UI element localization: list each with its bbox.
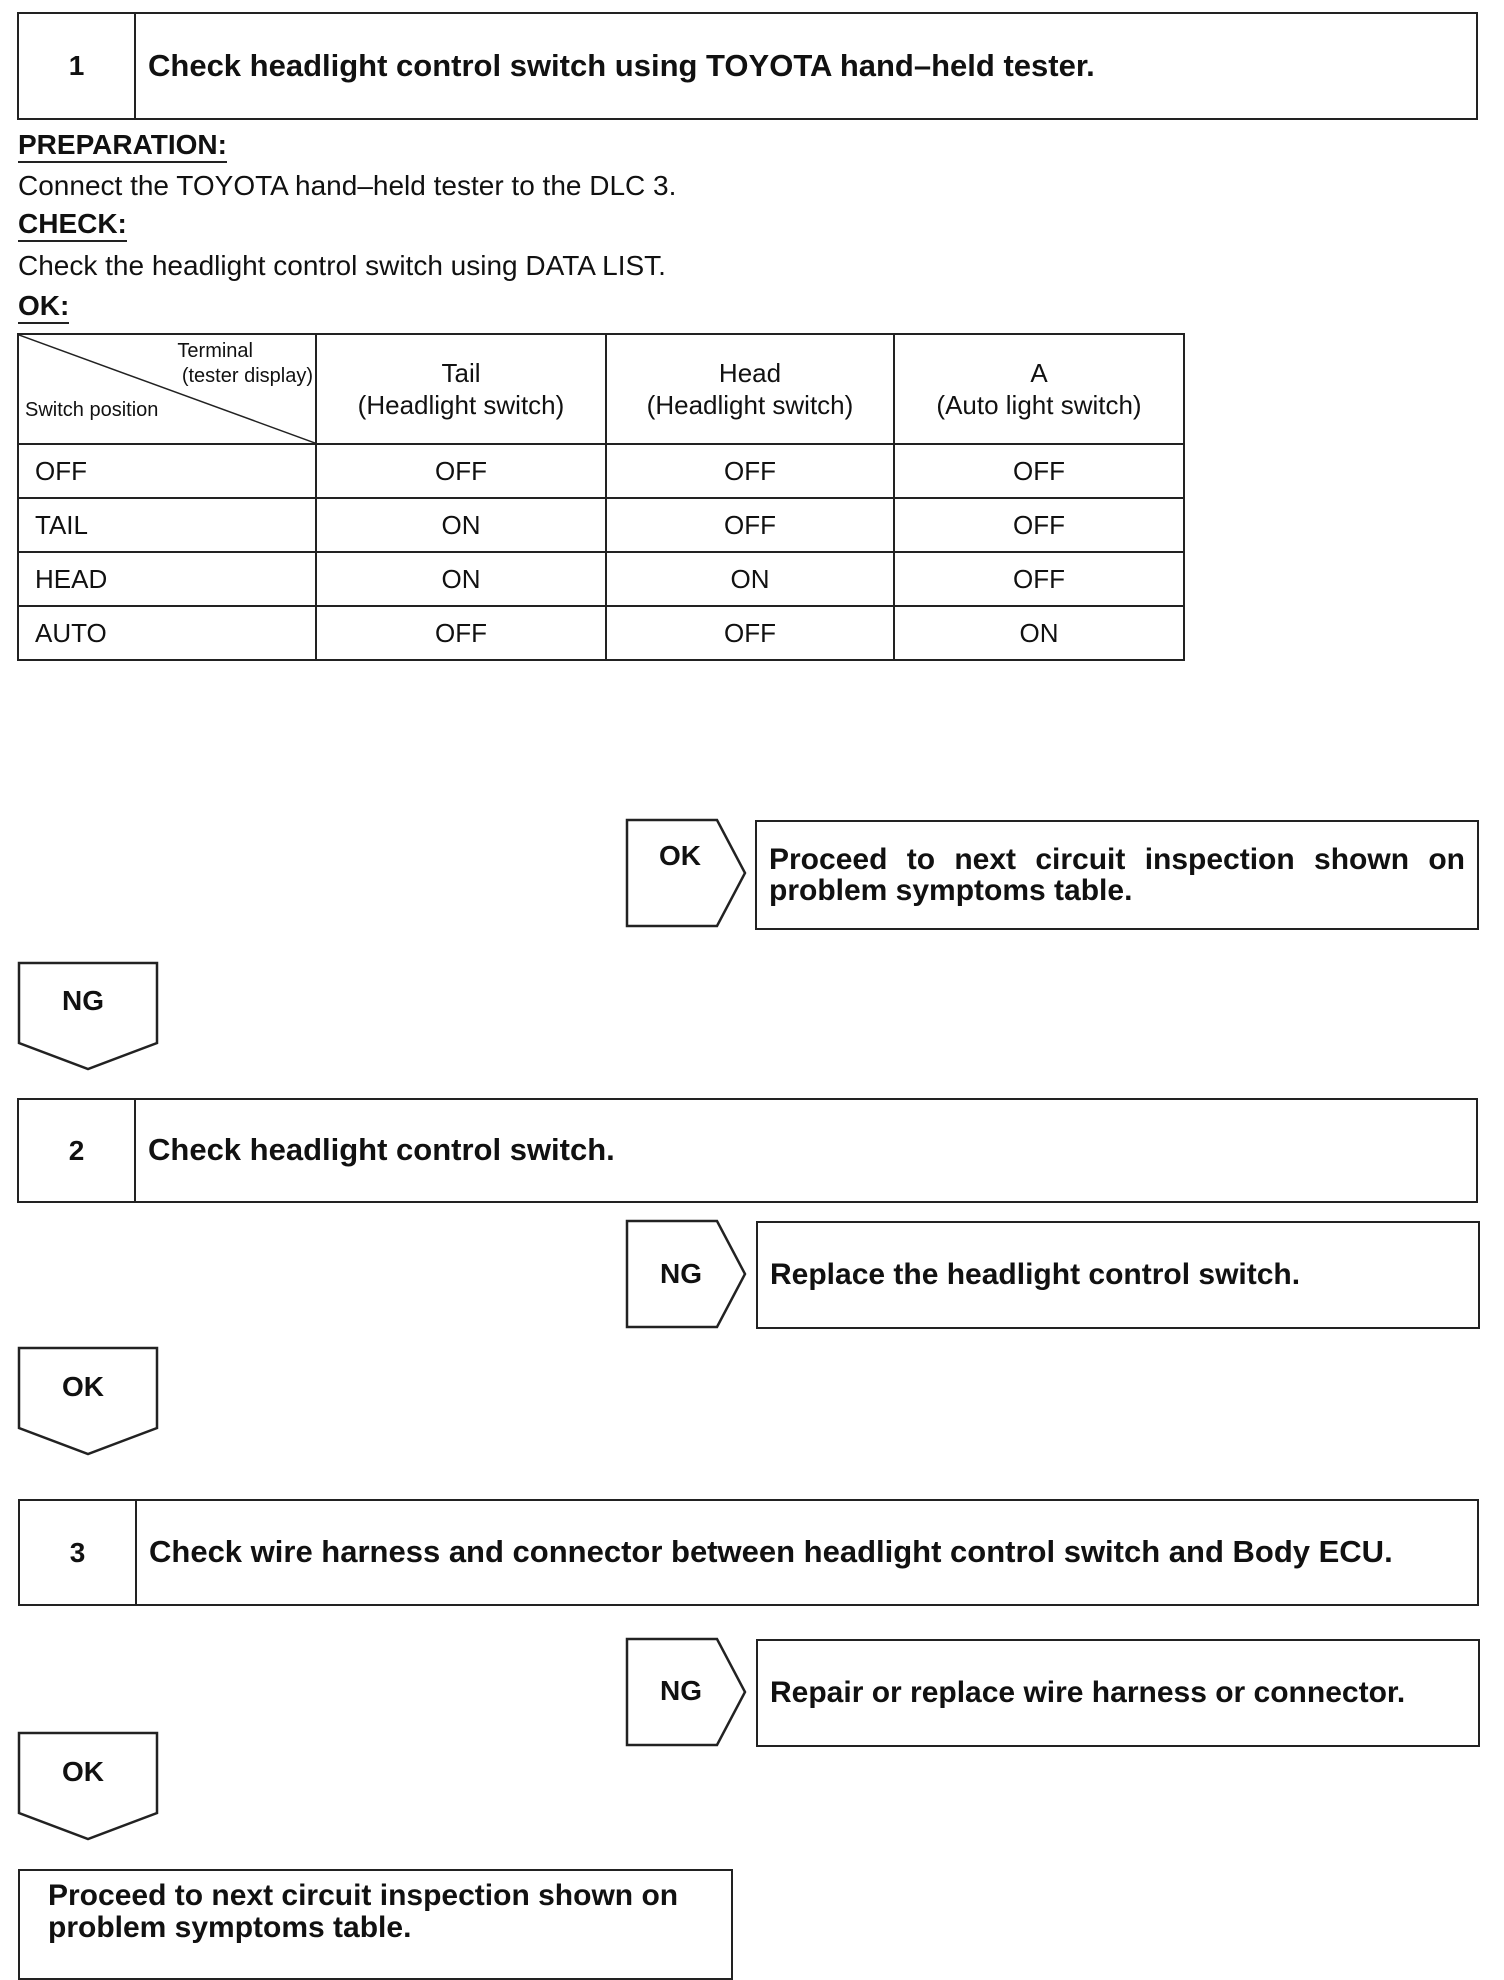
table-cell: OFF — [316, 444, 606, 498]
step-1-title: Check headlight control switch using TOYOTA hand–held tester. — [148, 47, 1095, 83]
ng-down-arrow-icon — [17, 961, 160, 1073]
column-header-tail — [316, 334, 606, 444]
table-cell: OFF — [894, 552, 1184, 606]
column-header-name: Head — [718, 357, 782, 388]
corner-diagonal-line — [19, 335, 315, 443]
step-3-ng-result-box: Repair or replace wire harness or connector. — [756, 1639, 1480, 1747]
table-cell: ON — [316, 552, 606, 606]
switch-position-cell: AUTO — [18, 606, 316, 660]
table-cell: ON — [894, 606, 1184, 660]
step-3-ng-label: NG — [660, 1675, 702, 1706]
step-2-ng-label: NG — [660, 1258, 702, 1289]
step-2-ok-label: OK — [62, 1371, 104, 1402]
table-row — [18, 606, 1184, 660]
final-result-box: Proceed to next circuit inspection shown on problem symptoms table. — [18, 1869, 733, 1980]
table-cell: OFF — [606, 606, 894, 660]
step-2-ng-result-box: Replace the headlight control switch. — [756, 1221, 1480, 1329]
switch-data-table — [17, 333, 1185, 661]
table-cell: ON — [606, 552, 894, 606]
column-header-sub: (Headlight switch) — [646, 390, 854, 420]
corner-switch-position-label: Switch position — [25, 399, 159, 421]
switch-position-cell: HEAD — [18, 552, 316, 606]
step-2-box — [17, 1098, 1478, 1203]
corner-terminal-label: Terminal — [177, 340, 253, 362]
switch-position-cell: TAIL — [18, 498, 316, 552]
table-cell: ON — [316, 498, 606, 552]
table-cell: OFF — [894, 444, 1184, 498]
column-header-sub: (Auto light switch) — [936, 390, 1142, 420]
table-row — [18, 552, 1184, 606]
switch-position-cell: OFF — [18, 444, 316, 498]
step-3-number: 3 — [20, 1501, 137, 1604]
table-cell: OFF — [606, 444, 894, 498]
step-2-title: Check headlight control switch. — [148, 1132, 615, 1168]
column-header-name: Tail — [441, 357, 481, 388]
table-row — [18, 498, 1184, 552]
step-1-number: 1 — [19, 14, 136, 118]
step-3-ok-label: OK — [62, 1756, 104, 1787]
step-1-ok-label: OK — [659, 840, 701, 871]
table-cell: OFF — [606, 498, 894, 552]
step-1-ng-label: NG — [62, 985, 104, 1016]
ok-heading: OK: — [18, 291, 69, 324]
column-header-name: A — [1030, 357, 1048, 388]
table-cell: OFF — [894, 498, 1184, 552]
table-row — [18, 444, 1184, 498]
corner-tester-display-label: (tester display) — [181, 365, 313, 387]
step-1-box — [17, 12, 1478, 120]
step-3-title: Check wire harness and connector between headlight control switch and Body ECU. — [149, 1534, 1393, 1570]
column-header-sub: (Headlight switch) — [357, 390, 565, 420]
table-corner-cell — [18, 334, 316, 444]
step-2-number: 2 — [19, 1100, 136, 1201]
check-text: Check the headlight control switch using DATA LIST. — [18, 250, 666, 281]
ok-right-arrow-icon — [625, 818, 749, 930]
step-3-box — [18, 1499, 1479, 1606]
table-cell: OFF — [316, 606, 606, 660]
preparation-text: Connect the TOYOTA hand–held tester to the DLC 3. — [18, 170, 677, 201]
column-header-head — [606, 334, 894, 444]
step-1-ok-result-box: Proceed to next circuit inspection shown on problem symptoms table. — [755, 820, 1479, 930]
check-heading: CHECK: — [18, 209, 127, 242]
preparation-heading: PREPARATION: — [18, 130, 227, 163]
column-header-auto — [894, 334, 1184, 444]
